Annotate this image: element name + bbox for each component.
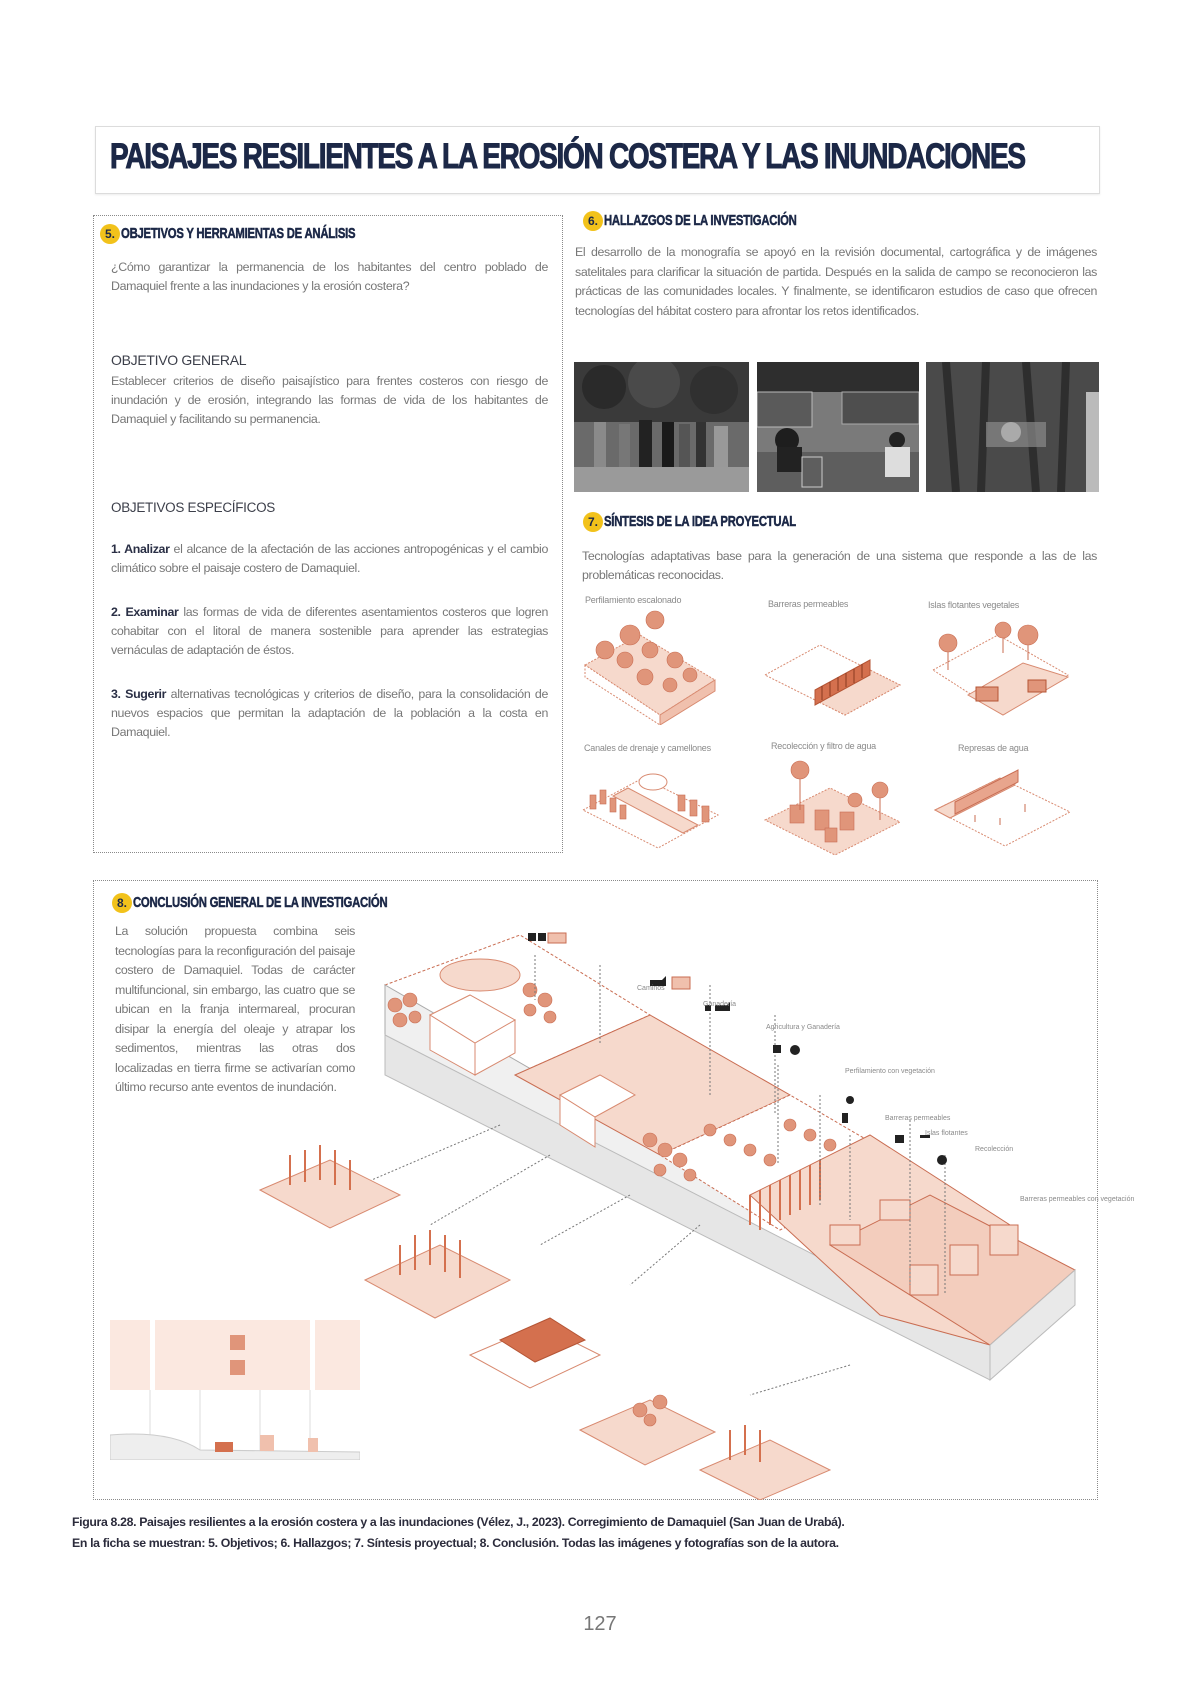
photo-community-meeting xyxy=(574,362,749,492)
conclusion-text: La solución propuesta combina seis tecnologías para la reconfiguración del paisaje costero de Damaquiel. Todas de carácter multifuncional, sin embargo, las cuatro que se ubican en la franja intermareal, procuran disipar la energía del oleaje y atrapar los sedimentos, mientras las otras dos localizadas en tierra firme se activarían como último recurso ante eventos de inundación. xyxy=(115,924,355,1094)
tech-label-5: Recolección y filtro de agua xyxy=(771,741,876,751)
general-objective-title: OBJETIVO GENERAL xyxy=(111,352,247,368)
section-7-title: SÍNTESIS DE LA IDEA PROYECTUAL xyxy=(604,514,796,530)
diagram-label-agricultura: Agricultura y Ganadería xyxy=(766,1024,840,1031)
diagram-label-islas: Islas flotantes xyxy=(925,1130,968,1137)
tech-water-dams-illustration xyxy=(930,760,1075,855)
section-5-heading xyxy=(100,224,421,244)
section-6-heading xyxy=(583,211,851,231)
objective-text: el alcance de la afectación de las acciones antropogénicas y el cambio climático sobre el paisaje costero de Damaquiel. xyxy=(111,542,548,575)
diagram-label-perfilamiento: Perfilamiento con vegetación xyxy=(845,1068,935,1075)
photo-mangrove-forest xyxy=(926,362,1099,492)
diagram-label-caminos: Caminos xyxy=(637,985,665,992)
synthesis-text: Tecnologías adaptativas base para la generación de una sistema que responde a las de las problemáticas reconocidas. xyxy=(582,549,1097,582)
specific-objective-2 xyxy=(111,603,548,660)
objective-lead: 1. Analizar xyxy=(111,542,170,556)
objective-lead: 3. Sugerir xyxy=(111,687,167,701)
diagram-label-ganaderia: Ganadería xyxy=(703,1001,737,1008)
findings-text: El desarrollo de la monografía se apoyó en la revisión documental, cartográfica y de imágenes satelitales para clarificar la situación de partida. Después en la salida de campo se reconocieron las prácticas de las comunidades locales. Y finalmente, se identificaron estudios de caso que ofrecen tecnologías del hábitat costero para afrontar los retos identificados. xyxy=(575,245,1097,318)
tech-label-6: Represas de agua xyxy=(958,743,1029,753)
section-number-badge: 5. xyxy=(100,224,120,244)
tech-label-4: Canales de drenaje y camellones xyxy=(584,743,711,753)
section-5-title: OBJETIVOS Y HERRAMIENTAS DE ANÁLISIS xyxy=(121,226,356,242)
diagram-label-barreras-vegetacion: Barreras permeables con vegetación xyxy=(1020,1196,1135,1203)
section-number-badge: 8. xyxy=(112,893,132,913)
tech-label-1: Perfilamiento escalonado xyxy=(585,595,682,605)
tech-water-collection-illustration xyxy=(760,750,905,860)
section-7-heading xyxy=(583,512,850,532)
tech-drainage-channels-illustration xyxy=(578,760,723,855)
specific-objectives-title: OBJETIVOS ESPECÍFICOS xyxy=(111,500,275,515)
page-title: PAISAJES RESILIENTES A LA EROSIÓN COSTERA Y LAS INUNDACIONES xyxy=(110,137,1025,176)
diagram-label-recoleccion: Recolección xyxy=(975,1146,1014,1153)
diagram-label-barreras: Barreras permeables xyxy=(885,1115,951,1122)
general-objective-text: Establecer criterios de diseño paisajístico para frentes costeros con riesgo de inundación y de erosión, integrando las formas de vida de los habitantes de Damaquiel y facilitando su permanencia. xyxy=(111,374,548,426)
caption-line-2: En la ficha se muestran: 5. Objetivos; 6. Hallazgos; 7. Síntesis proyectual; 8. Conclusión. Todas las imágenes y fotografías son de la autora. xyxy=(72,1536,839,1550)
figure-caption xyxy=(72,1512,1132,1554)
research-question: ¿Cómo garantizar la permanencia de los habitantes del centro poblado de Damaquiel frente a las inundaciones y la erosión costera? xyxy=(111,260,548,293)
objective-text: las formas de vida de diferentes asentamientos costeros que logren cohabitar con el litoral de manera sostenible para aprender las estrategias vernáculas de adaptación de éstos. xyxy=(111,605,548,657)
caption-line-1: Figura 8.28. Paisajes resilientes a la erosión costera y a las inundaciones (Vélez, J., 2023). Corregimiento de Damaquiel (San Juan de Urabá). xyxy=(72,1515,845,1529)
section-number-badge: 6. xyxy=(583,211,603,231)
coastal-section-diagram xyxy=(110,1320,360,1460)
photo-community-gathering xyxy=(757,362,919,492)
tech-label-3: Islas flotantes vegetales xyxy=(928,600,1020,610)
section-8-heading xyxy=(112,893,459,913)
page-title-box xyxy=(95,126,1100,194)
objective-lead: 2. Examinar xyxy=(111,605,179,619)
section-number-badge: 7. xyxy=(583,512,603,532)
section-8-title: CONCLUSIÓN GENERAL DE LA INVESTIGACIÓN xyxy=(133,895,388,911)
section-6-title: HALLAZGOS DE LA INVESTIGACIÓN xyxy=(604,213,797,229)
specific-objective-3 xyxy=(111,685,548,742)
tech-terraced-profile-illustration xyxy=(580,605,720,725)
objective-text: alternativas tecnológicas y criterios de diseño, para la consolidación de nuevos espacios que permitan la adaptación de la población a la costa en Damaquiel. xyxy=(111,687,548,739)
page-number: 127 xyxy=(583,1613,617,1635)
section-5-box xyxy=(93,215,563,853)
specific-objective-1 xyxy=(111,540,548,578)
tech-permeable-barriers-illustration xyxy=(760,640,905,720)
tech-floating-islands-illustration xyxy=(928,615,1073,725)
tech-label-2: Barreras permeables xyxy=(768,599,849,609)
